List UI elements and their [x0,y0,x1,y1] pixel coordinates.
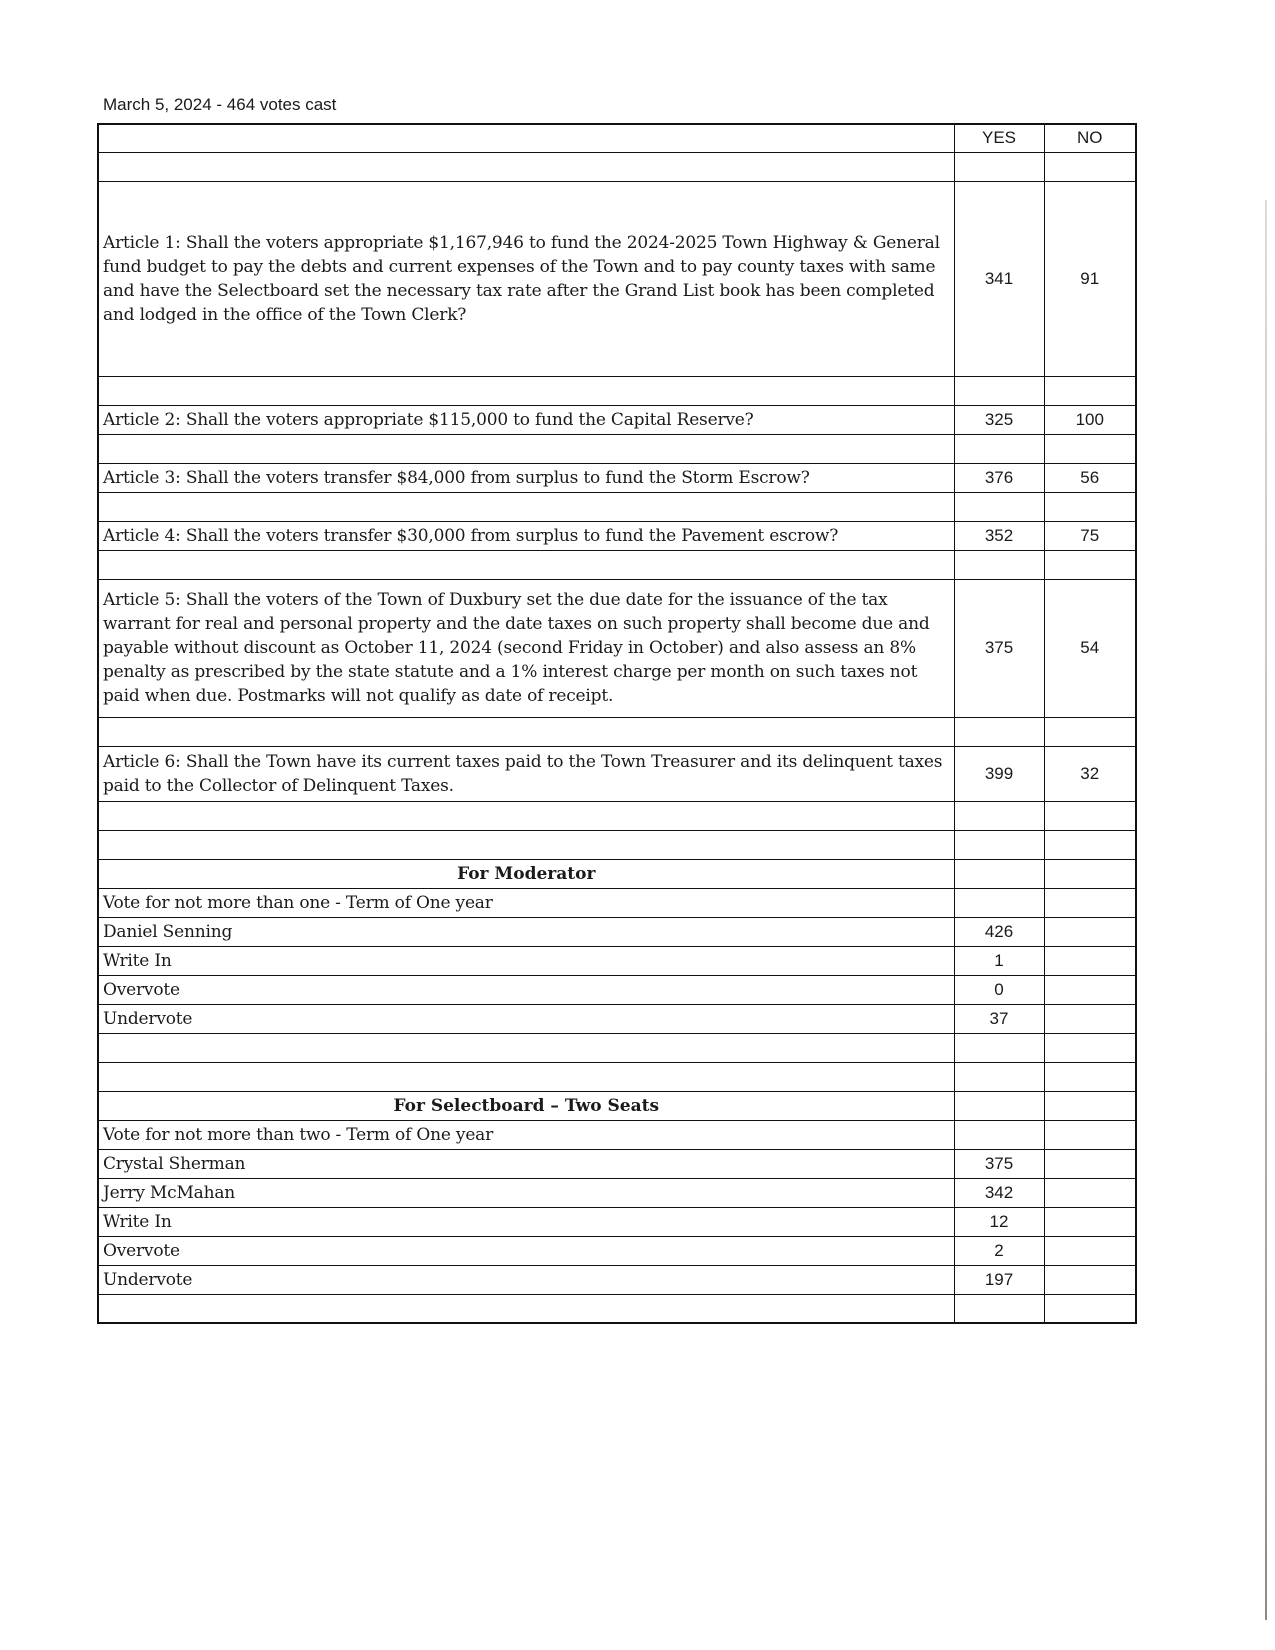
spacer-row [98,376,1136,405]
table-header-row [98,124,1136,152]
candidate-votes: 0 [954,975,1044,1004]
article-1-no: 91 [1044,181,1136,376]
header-blank-cell [98,124,954,152]
candidate-row [98,975,1136,1004]
scan-edge-shadow [1265,200,1267,1620]
selectboard-section-row [98,1091,1136,1120]
article-4-no: 75 [1044,521,1136,550]
candidate-votes: 1 [954,946,1044,975]
candidate-votes: 375 [954,1149,1044,1178]
candidate-votes: 12 [954,1207,1044,1236]
candidate-row [98,1178,1136,1207]
article-5-no: 54 [1044,579,1136,717]
article-3-yes: 376 [954,463,1044,492]
moderator-instructions: Vote for not more than one - Term of One year [98,888,954,917]
candidate-votes: 2 [954,1236,1044,1265]
candidate-name: Overvote [98,1236,954,1265]
candidate-row [98,1265,1136,1294]
spacer-row [98,434,1136,463]
candidate-name: Write In [98,946,954,975]
article-3-no: 56 [1044,463,1136,492]
article-1-text: Article 1: Shall the voters appropriate $1,167,946 to fund the 2024-2025 Town Highway & General fund budget to pay the debts and current expenses of the Town and to pay county taxes with same and have the Selectboard set the necessary tax rate after the Grand List book has been completed and lodged in the office of the Town Clerk? [98,181,954,376]
candidate-votes: 197 [954,1265,1044,1294]
article-5-yes: 375 [954,579,1044,717]
spacer-row [98,1033,1136,1062]
selectboard-instructions-row [98,1120,1136,1149]
spacer-row [98,830,1136,859]
candidate-name: Crystal Sherman [98,1149,954,1178]
article-4-row [98,521,1136,550]
article-1-yes: 341 [954,181,1044,376]
article-6-text: Article 6: Shall the Town have its current taxes paid to the Town Treasurer and its delinquent taxes paid to the Collector of Delinquent Taxes. [98,746,954,801]
page-header: March 5, 2024 - 464 votes cast [103,95,337,114]
article-1-row [98,181,1136,376]
yes-column-header: YES [954,124,1044,152]
article-3-row [98,463,1136,492]
article-4-yes: 352 [954,521,1044,550]
candidate-name: Overvote [98,975,954,1004]
candidate-row [98,1149,1136,1178]
candidate-row [98,1236,1136,1265]
article-5-text: Article 5: Shall the voters of the Town of Duxbury set the due date for the issuance of the tax warrant for real and personal property and the date taxes on such property shall become due and payable without discount as October 11, 2024 (second Friday in October) and also assess an 8% penalty as prescribed by the state statute and a 1% interest charge per month on such taxes not paid when due. Postmarks will not qualify as date of receipt. [98,579,954,717]
spacer-row [98,1294,1136,1323]
candidate-row [98,1004,1136,1033]
moderator-section-title: For Moderator [98,859,954,888]
article-6-yes: 399 [954,746,1044,801]
article-5-row [98,579,1136,717]
moderator-section-row [98,859,1136,888]
candidate-row [98,917,1136,946]
selectboard-instructions: Vote for not more than two - Term of One year [98,1120,954,1149]
moderator-instructions-row [98,888,1136,917]
spacer-row [98,717,1136,746]
candidate-row [98,946,1136,975]
candidate-votes: 342 [954,1178,1044,1207]
spacer-row [98,152,1136,181]
article-4-text: Article 4: Shall the voters transfer $30,000 from surplus to fund the Pavement escrow? [98,521,954,550]
article-2-row [98,405,1136,434]
no-column-header: NO [1044,124,1136,152]
candidate-row [98,1207,1136,1236]
results-table [97,123,1137,1324]
selectboard-section-title: For Selectboard – Two Seats [98,1091,954,1120]
candidate-name: Undervote [98,1004,954,1033]
article-6-row [98,746,1136,801]
article-3-text: Article 3: Shall the voters transfer $84,000 from surplus to fund the Storm Escrow? [98,463,954,492]
candidate-name: Write In [98,1207,954,1236]
article-2-text: Article 2: Shall the voters appropriate $115,000 to fund the Capital Reserve? [98,405,954,434]
candidate-name: Undervote [98,1265,954,1294]
article-2-yes: 325 [954,405,1044,434]
spacer-row [98,550,1136,579]
candidate-votes: 426 [954,917,1044,946]
article-6-no: 32 [1044,746,1136,801]
candidate-votes: 37 [954,1004,1044,1033]
spacer-row [98,492,1136,521]
candidate-name: Daniel Senning [98,917,954,946]
candidate-name: Jerry McMahan [98,1178,954,1207]
spacer-row [98,1062,1136,1091]
article-2-no: 100 [1044,405,1136,434]
spacer-row [98,801,1136,830]
